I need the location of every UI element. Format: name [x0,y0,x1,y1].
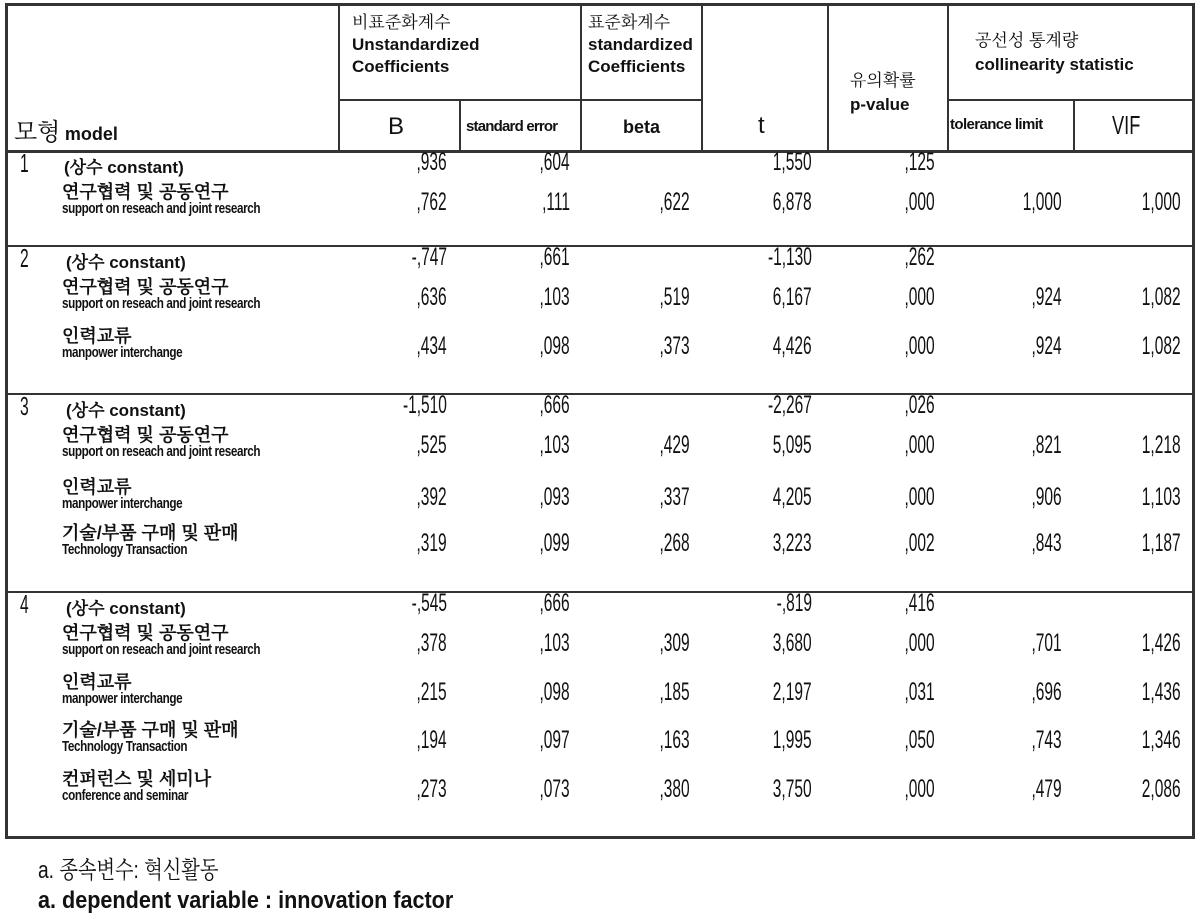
row-label-english: manpower interchange [62,344,183,361]
cell-beta: ,622 [659,188,690,216]
cell-tol: ,821 [1031,431,1062,459]
cell-t: 1,550 [773,148,812,176]
cell-p: ,002 [904,529,935,557]
cell-p: ,000 [904,188,935,216]
cell-b: ,194 [416,726,447,754]
cell-beta: ,519 [659,283,690,311]
row-label-korean: 기술/부품 구매 및 판매 [62,720,239,740]
col-line-2 [459,99,461,150]
cell-beta: ,309 [659,629,690,657]
cell-se: ,666 [539,589,570,617]
cell-se: ,097 [539,726,570,754]
model-number: 2 [20,243,29,273]
cell-t: -,819 [776,589,812,617]
row-label-korean: 연구협력 및 공동연구 [62,623,229,643]
cell-vif: 1,346 [1142,726,1181,754]
cell-se: ,661 [539,243,570,271]
cell-b: ,273 [416,775,447,803]
col-line-5 [827,3,829,150]
header-pval-k: 유의확률 [850,71,916,90]
header-pval-e: p-value [850,95,910,114]
cell-beta: ,268 [659,529,690,557]
cell-b: ,525 [416,431,447,459]
cell-beta: ,337 [659,483,690,511]
row-label-constant: (상수 constant) [64,158,184,177]
row-label-constant: (상수 constant) [66,401,186,420]
cell-t: 3,750 [773,775,812,803]
cell-p: ,000 [904,283,935,311]
header-vif: VIF [1112,110,1141,140]
cell-beta: ,163 [659,726,690,754]
row-label-korean: 컨퍼런스 및 세미나 [62,769,212,789]
cell-beta: ,429 [659,431,690,459]
cell-beta: ,380 [659,775,690,803]
row-label-english: support on reseach and joint research [62,641,261,658]
row-label-korean: 연구협력 및 공동연구 [62,182,229,202]
header-beta: beta [623,117,661,137]
cell-tol: ,701 [1031,629,1062,657]
footnote-korean: a. 종속변수: 혁신활동 [38,857,219,884]
col-line-1 [338,3,340,150]
cell-p: ,031 [904,678,935,706]
header-col-e: collinearity statistic [975,55,1134,74]
cell-b: -1,510 [403,391,447,419]
cell-b: ,762 [416,188,447,216]
cell-se: ,111 [542,188,570,216]
cell-se: ,666 [539,391,570,419]
header-model-k: 모형 [14,119,61,146]
model-divider-4 [5,591,1195,593]
model-divider-3 [5,393,1195,395]
row-label-english: manpower interchange [62,495,183,512]
cell-t: -1,130 [768,243,812,271]
cell-b: -,747 [411,243,447,271]
cell-t: 3,223 [773,529,812,557]
header-col-k: 공선성 통계량 [975,31,1079,50]
cell-t: 6,167 [773,283,812,311]
row-label-korean: 연구협력 및 공동연구 [62,425,229,445]
cell-se: ,098 [539,678,570,706]
footnote-english: a. dependent variable : innovation factor [38,887,454,914]
model-number: 4 [20,589,29,619]
cell-se: ,103 [539,431,570,459]
cell-b: ,636 [416,283,447,311]
header-se: standard error [466,118,558,135]
cell-t: -2,267 [768,391,812,419]
header-model [14,112,118,147]
cell-p: ,262 [904,243,935,271]
cell-tol: ,906 [1031,483,1062,511]
cell-b: ,378 [416,629,447,657]
cell-b: ,936 [416,148,447,176]
cell-se: ,098 [539,332,570,360]
row-label-korean: 기술/부품 구매 및 판매 [62,523,239,543]
cell-p: ,026 [904,391,935,419]
header-tol: tolerance limit [950,116,1043,133]
header-model-e: model [64,124,118,144]
cell-t: 4,426 [773,332,812,360]
cell-beta: ,373 [659,332,690,360]
cell-se: ,103 [539,629,570,657]
row-label-korean: 인력교류 [62,477,132,497]
cell-t: 3,680 [773,629,812,657]
cell-p: ,000 [904,332,935,360]
header-std-k: 표준화계수 [588,13,671,32]
cell-beta: ,185 [659,678,690,706]
row-label-korean: 인력교류 [62,672,132,692]
header-std-e1: standardized [588,35,693,54]
cell-b: -,545 [411,589,447,617]
cell-t: 2,197 [773,678,812,706]
model-number: 1 [20,148,29,178]
cell-tol: ,924 [1031,332,1062,360]
cell-se: ,604 [539,148,570,176]
row-label-korean: 인력교류 [62,326,132,346]
cell-t: 6,878 [773,188,812,216]
model-number: 3 [20,391,29,421]
row-label-english: support on reseach and joint research [62,200,261,217]
col-line-3 [580,3,582,150]
row-label-english: Technology Transaction [62,738,188,755]
row-label-english: support on reseach and joint research [62,295,261,312]
cell-b: ,319 [416,529,447,557]
cell-t: 4,205 [773,483,812,511]
cell-tol: ,696 [1031,678,1062,706]
cell-tol: ,843 [1031,529,1062,557]
row-label-english: conference and seminar [62,787,189,804]
row-label-constant: (상수 constant) [66,599,186,618]
header-unstd-e1: Unstandardized [352,35,480,54]
cell-tol: 1,000 [1023,188,1062,216]
subheader-divider-col [947,99,1195,101]
cell-p: ,000 [904,775,935,803]
cell-vif: 1,103 [1142,483,1181,511]
cell-se: ,093 [539,483,570,511]
cell-p: ,050 [904,726,935,754]
col-line-6 [947,3,949,150]
cell-vif: 1,218 [1142,431,1181,459]
cell-p: ,000 [904,431,935,459]
header-unstd-e2: Coefficients [352,57,450,76]
cell-tol: ,924 [1031,283,1062,311]
row-label-english: Technology Transaction [62,541,188,558]
cell-vif: 2,086 [1142,775,1181,803]
col-line-7 [1073,99,1075,150]
row-label-constant: (상수 constant) [66,253,186,272]
cell-se: ,073 [539,775,570,803]
header-t: t [758,112,765,139]
cell-tol: ,479 [1031,775,1062,803]
row-label-korean: 연구협력 및 공동연구 [62,277,229,297]
cell-b: ,434 [416,332,447,360]
row-label-english: support on reseach and joint research [62,443,261,460]
cell-p: ,000 [904,483,935,511]
cell-vif: 1,187 [1142,529,1181,557]
cell-p: ,125 [904,148,935,176]
cell-vif: 1,436 [1142,678,1181,706]
row-label-english: manpower interchange [62,690,183,707]
header-unstd-k: 비표준화계수 [352,13,451,32]
cell-vif: 1,000 [1142,188,1181,216]
cell-se: ,103 [539,283,570,311]
cell-vif: 1,426 [1142,629,1181,657]
header-std-e2: Coefficients [588,57,686,76]
cell-se: ,099 [539,529,570,557]
cell-vif: 1,082 [1142,283,1181,311]
cell-tol: ,743 [1031,726,1062,754]
header-b: B [388,113,405,140]
cell-t: 5,095 [773,431,812,459]
cell-t: 1,995 [773,726,812,754]
cell-vif: 1,082 [1142,332,1181,360]
col-line-4 [701,3,703,150]
cell-p: ,416 [904,589,935,617]
cell-b: ,215 [416,678,447,706]
model-divider-2 [5,245,1195,247]
cell-p: ,000 [904,629,935,657]
subheader-divider [338,99,701,101]
cell-b: ,392 [416,483,447,511]
